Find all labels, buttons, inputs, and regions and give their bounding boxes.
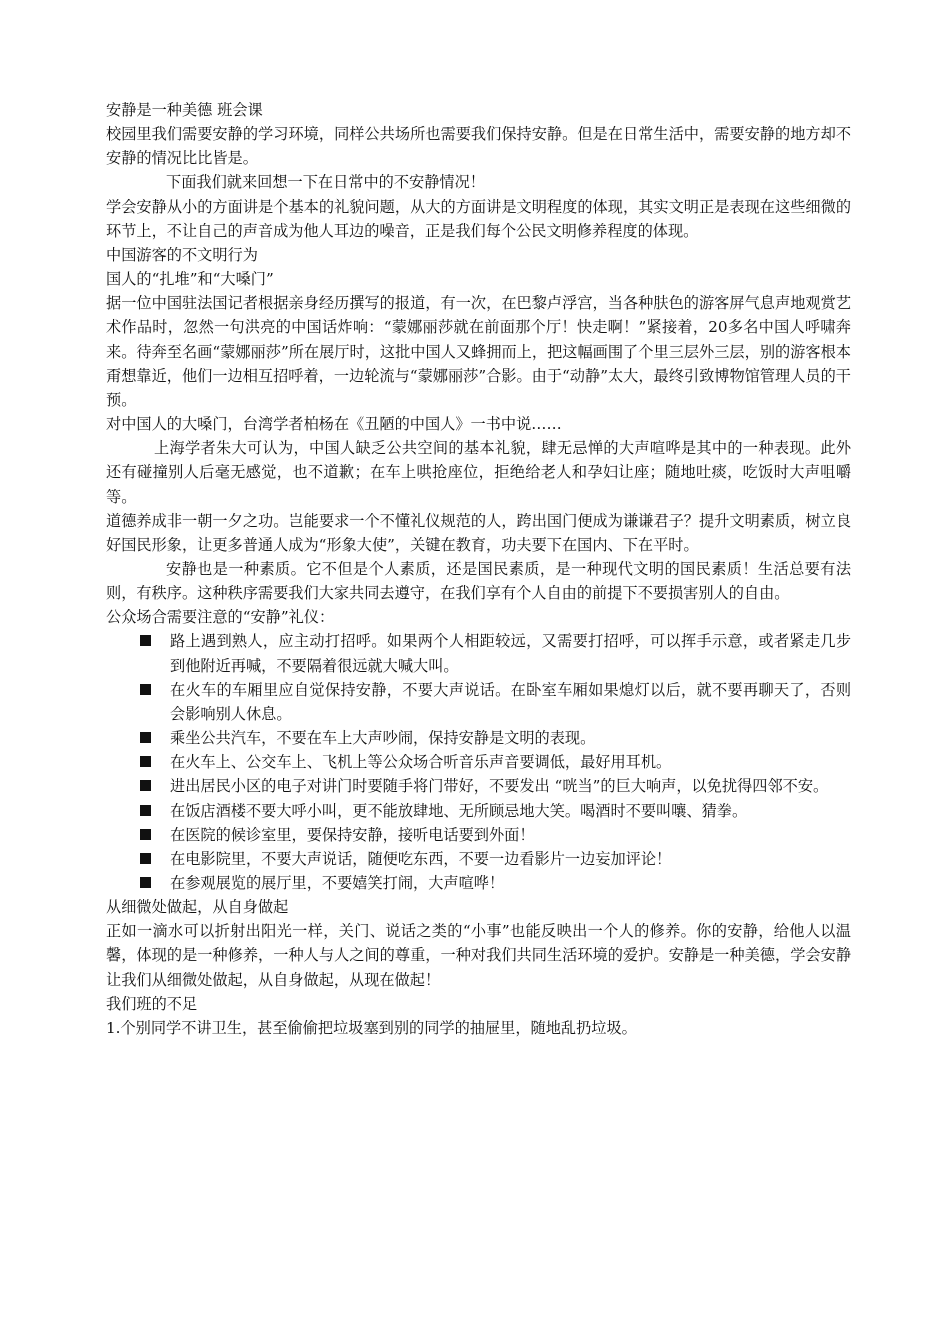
list-item: [106, 774, 851, 798]
list-item: [106, 726, 851, 750]
section-heading-start: 从细微处做起，从自身做起: [106, 898, 289, 917]
list-item: [106, 629, 851, 677]
list-item: [106, 871, 851, 895]
list-item-text: 在电影院里，不要大声说话，随便吃东西，不要一边看影片一边妄加评论！: [170, 849, 672, 868]
list-item-text: 在医院的候诊室里，要保持安静，接听电话要到外面！: [170, 825, 535, 844]
list-item-text: 进出居民小区的电子对讲门时要随手将门带好，不要发出 “咣当”的巨大响声，以免扰得四邻不安。: [170, 777, 829, 796]
list-item: [106, 799, 851, 823]
square-bullet-icon: [140, 829, 151, 840]
square-bullet-icon: [140, 732, 151, 743]
boyang-paragraph: 对中国人的大嗓门，台湾学者柏杨在《丑陋的中国人》一书中说……: [106, 415, 562, 434]
list-item-text: 在参观展览的展厅里，不要嬉笑打闹，大声喧哗！: [170, 874, 505, 892]
document-title: 安静是一种美德 班会课: [106, 101, 263, 119]
list-item-text: 路上遇到熟人，应主动打招呼。如果两个人相距较远，又需要打招呼，可以挥手示意，或者紧走几步到他附近再喊，不要隔着很远就大喊大叫。: [170, 632, 851, 675]
list-item-text: 在火车的车厢里应自觉保持安静，不要大声说话。在卧室车厢如果熄灯以后，就不要再聊天了，否则会影响别人休息。: [170, 680, 851, 723]
quality-paragraph: 安静也是一种素质。它不但是个人素质，还是国民素质，是一种现代文明的国民素质！生活总要有法则，有秩序。这种秩序需要我们大家共同去遵守，在我们享有个人自由的前提下不要损害别人的自由。: [106, 559, 851, 603]
etiquette-list: [106, 629, 851, 895]
etiquette-heading: 公众场合需要注意的“安静”礼仪：: [106, 608, 335, 627]
section-heading-shortcomings: 我们班的不足: [106, 994, 198, 1013]
section-heading-tourists: 中国游客的不文明行为: [106, 245, 258, 264]
square-bullet-icon: [140, 877, 151, 888]
shortcoming-item: 1.个别同学不讲卫生，甚至偷偷把垃圾塞到别的同学的抽屉里，随地乱扔垃圾。: [106, 1018, 637, 1037]
square-bullet-icon: [140, 780, 151, 791]
list-item: [106, 678, 851, 726]
recall-paragraph: 下面我们就来回想一下在日常中的不安静情况！: [166, 173, 485, 192]
subsection-heading-noise: 国人的“扎堆”和“大嗓门”: [106, 270, 274, 289]
document-page: [106, 98, 851, 1040]
list-item-text: 在饭店酒楼不要大呼小叫，更不能放肆地、无所顾忌地大笑。喝酒时不要叫嚷、猜拳。: [170, 801, 748, 820]
conclusion-paragraph: 正如一滴水可以折射出阳光一样，关门、说话之类的“小事”也能反映出一个人的修养。你的安静，给他人以温馨，体现的是一种修养，一种人与人之间的尊重，一种对我们共同生活环境的爱护。安静是一种美德，学会安静让我们从细微处做起，从自身做起，从现在做起！: [106, 922, 851, 989]
list-item: [106, 750, 851, 774]
square-bullet-icon: [140, 756, 151, 767]
louvre-paragraph: 据一位中国驻法国记者根据亲身经历撰写的报道，有一次，在巴黎卢浮宫，当各种肤色的游客屏气息声地观赏艺术作品时，忽然一句洪亮的中国话炸响：“蒙娜丽莎就在前面那个厅！快走啊！”紧接着，20多名中国人呼啸奔来。待奔至名画“蒙娜丽莎”所在展厅时，这批中国人又蜂拥而上，把这幅画围了个里三层外三层，别的游客根本甭想靠近，他们一边相互招呼着，一边轮流与“蒙娜丽莎”合影。由于“动静”太大，最终引致博物馆管理人员的干预。: [106, 294, 851, 409]
list-item: [106, 847, 851, 871]
zhu-paragraph: 上海学者朱大可认为，中国人缺乏公共空间的基本礼貌，肆无忌惮的大声喧哗是其中的一种表现。此外还有碰撞别人后毫无感觉，也不道歉；在车上哄抢座位，拒绝给老人和孕妇让座；随地吐痰，吃饭时大声咀嚼等。: [106, 439, 851, 506]
square-bullet-icon: [140, 635, 151, 646]
square-bullet-icon: [140, 805, 151, 816]
list-item-text: 乘坐公共汽车，不要在车上大声吵闹，保持安静是文明的表现。: [170, 729, 596, 748]
square-bullet-icon: [140, 853, 151, 864]
list-item: [106, 823, 851, 847]
intro-paragraph: 校园里我们需要安静的学习环境，同样公共场所也需要我们保持安静。但是在日常生活中，需要安静的地方却不安静的情况比比皆是。: [106, 125, 851, 168]
square-bullet-icon: [140, 684, 151, 695]
courtesy-paragraph: 学会安静从小的方面讲是个基本的礼貌问题，从大的方面讲是文明程度的体现，其实文明正是表现在这些细微的环节上，不让自己的声音成为他人耳边的噪音，正是我们每个公民文明修养程度的体现。: [106, 197, 851, 240]
list-item-text: 在火车上、公交车上、飞机上等公众场合听音乐声音要调低，最好用耳机。: [170, 753, 672, 772]
morality-paragraph: 道德养成非一朝一夕之功。岂能要求一个不懂礼仪规范的人，跨出国门便成为谦谦君子？提升文明素质，树立良好国民形象，让更多普通人成为“形象大使”，关键在教育，功夫要下在国内、下在平时。: [106, 511, 851, 554]
